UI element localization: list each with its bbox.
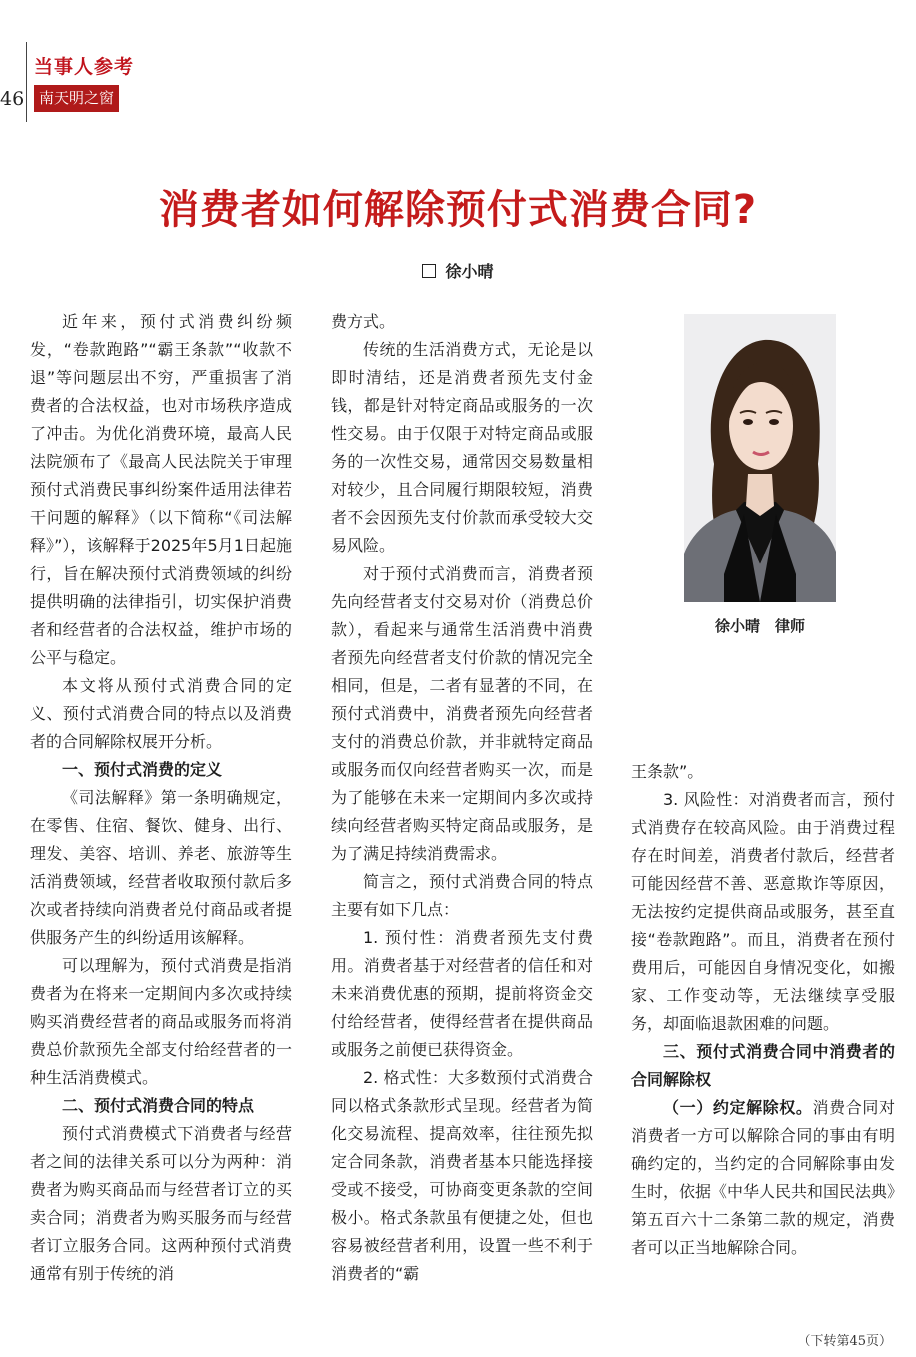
article-title: 消费者如何解除预付式消费合同? [158,187,758,233]
section-heading: 二、预付式消费合同的特点 [62,1096,255,1115]
photo-caption: 徐小晴 律师 [714,617,805,635]
section-heading: 三、预付式消费合同中消费者的合同解除权 [631,1042,895,1089]
text-column-1 [30,308,292,1288]
text-column-3 [631,758,895,1262]
paragraph [631,1094,895,1262]
author-name: 徐小晴 [445,262,494,281]
paragraph: 传统的生活消费方式，无论是以即时清结，还是消费者预先支付金钱，都是针对特定商品或服务的一次性交易。由于仅限于对特定商品或服务的一次性交易，通常因交易数量相对较少，且合同履行期限较短，消费者不会因预先支付价款而承受较大交易风险。 [331,340,593,555]
page-number: 46 [0,88,25,110]
paragraph-text: 消费合同对消费者一方可以解除合同的事由有明确约定的，当约定的合同解除事由发生时，依据《中华人民共和国民法典》第五百六十二条第二款的规定，消费者可以正当地解除合同。 [631,1098,896,1257]
paragraph: 2. 格式性：大多数预付式消费合同以格式条款形式呈现。经营者为简化交易流程、提高效率，往往预先拟定合同条款，消费者基本只能选择接受或不接受，可协商变更条款的空间极小。格式条款虽有便捷之处，但也容易被经营者利用，设置一些不利于消费者的“霸 [331,1068,593,1283]
header-divider [26,42,27,122]
section-heading: 一、预付式消费的定义 [62,760,223,779]
text-column-2 [331,308,593,1288]
paragraph: 对于预付式消费而言，消费者预先向经营者支付交易对价（消费总价款），看起来与通常生活消费中消费者预先向经营者支付价款的情况完全相同，但是，二者有显著的不同，在预付式消费中，消费者预先向经营者支付的消费总价款，并非就特定商品或服务而仅向经营者购买一次，而是为了能够在未来一定期间内多次或持续向经营者购买特定商品或服务，是为了满足持续消费需求。 [331,564,593,863]
author-photo [684,314,836,602]
section-label: 当事人参考 [34,56,135,78]
byline [0,259,916,282]
paragraph: 简言之，预付式消费合同的特点主要有如下几点： [331,872,593,919]
portrait-illustration [684,314,836,602]
subsection-lead: （一）约定解除权。 [663,1098,813,1117]
paragraph: 预付式消费模式下消费者与经营者之间的法律关系可以分为两种：消费者为购买商品而与经营者订立的买卖合同；消费者为购买服务而与经营者订立服务合同。这两种预付式消费通常有别于传统的消 [30,1124,292,1283]
paragraph: 近年来，预付式消费纠纷频发，“卷款跑路”“霸王条款”“收款不退”等问题层出不穷，严重损害了消费者的合法权益，也对市场秩序造成了冲击。为优化消费环境，最高人民法院颁布了《最高人民法院关于审理预付式消费民事纠纷案件适用法律若干问题的解释》（以下简称“《司法解释》”），该解释于2025年5月1日起施行，旨在解决预付式消费领域的纠纷提供明确的法律指引，切实保护消费者和经营者的合法权益，维护市场的公平与稳定。 [30,312,292,667]
paragraph: 1. 预付性：消费者预先支付费用。消费者基于对经营者的信任和对未来消费优惠的预期，提前将资金交付给经营者，使得经营者在提供商品或服务之前便已获得资金。 [331,928,593,1059]
paragraph: 可以理解为，预付式消费是指消费者为在将来一定期间内多次或持续购买消费经营者的商品或服务而将消费总价款预先全部支付给经营者的一种生活消费模式。 [30,956,292,1087]
square-icon [422,264,436,278]
column-tag: 南天明之窗 [34,85,119,112]
paragraph: 本文将从预付式消费合同的定义、预付式消费合同的特点以及消费者的合同解除权展开分析。 [30,676,292,751]
paragraph: 3. 风险性：对消费者而言，预付式消费存在较高风险。由于消费过程存在时间差，消费者付款后，经营者可能因经营不善、恶意欺诈等原因，无法按约定提供商品或服务，甚至直接“卷款跑路”。而且，消费者在预付费用后，可能因自身情况变化，如搬家、工作变动等，无法继续享受服务，却面临退款困难的问题。 [631,790,895,1033]
paragraph: 《司法解释》第一条明确规定，在零售、住宿、餐饮、健身、出行、理发、美容、培训、养老、旅游等生活消费领域，经营者收取预付款后多次或者持续向消费者兑付商品或者提供服务产生的纠纷适用该解释。 [30,788,292,947]
paragraph: 费方式。 [331,312,396,331]
continued-note: （下转第45页） [797,1334,892,1349]
paragraph: 王条款”。 [631,762,704,781]
